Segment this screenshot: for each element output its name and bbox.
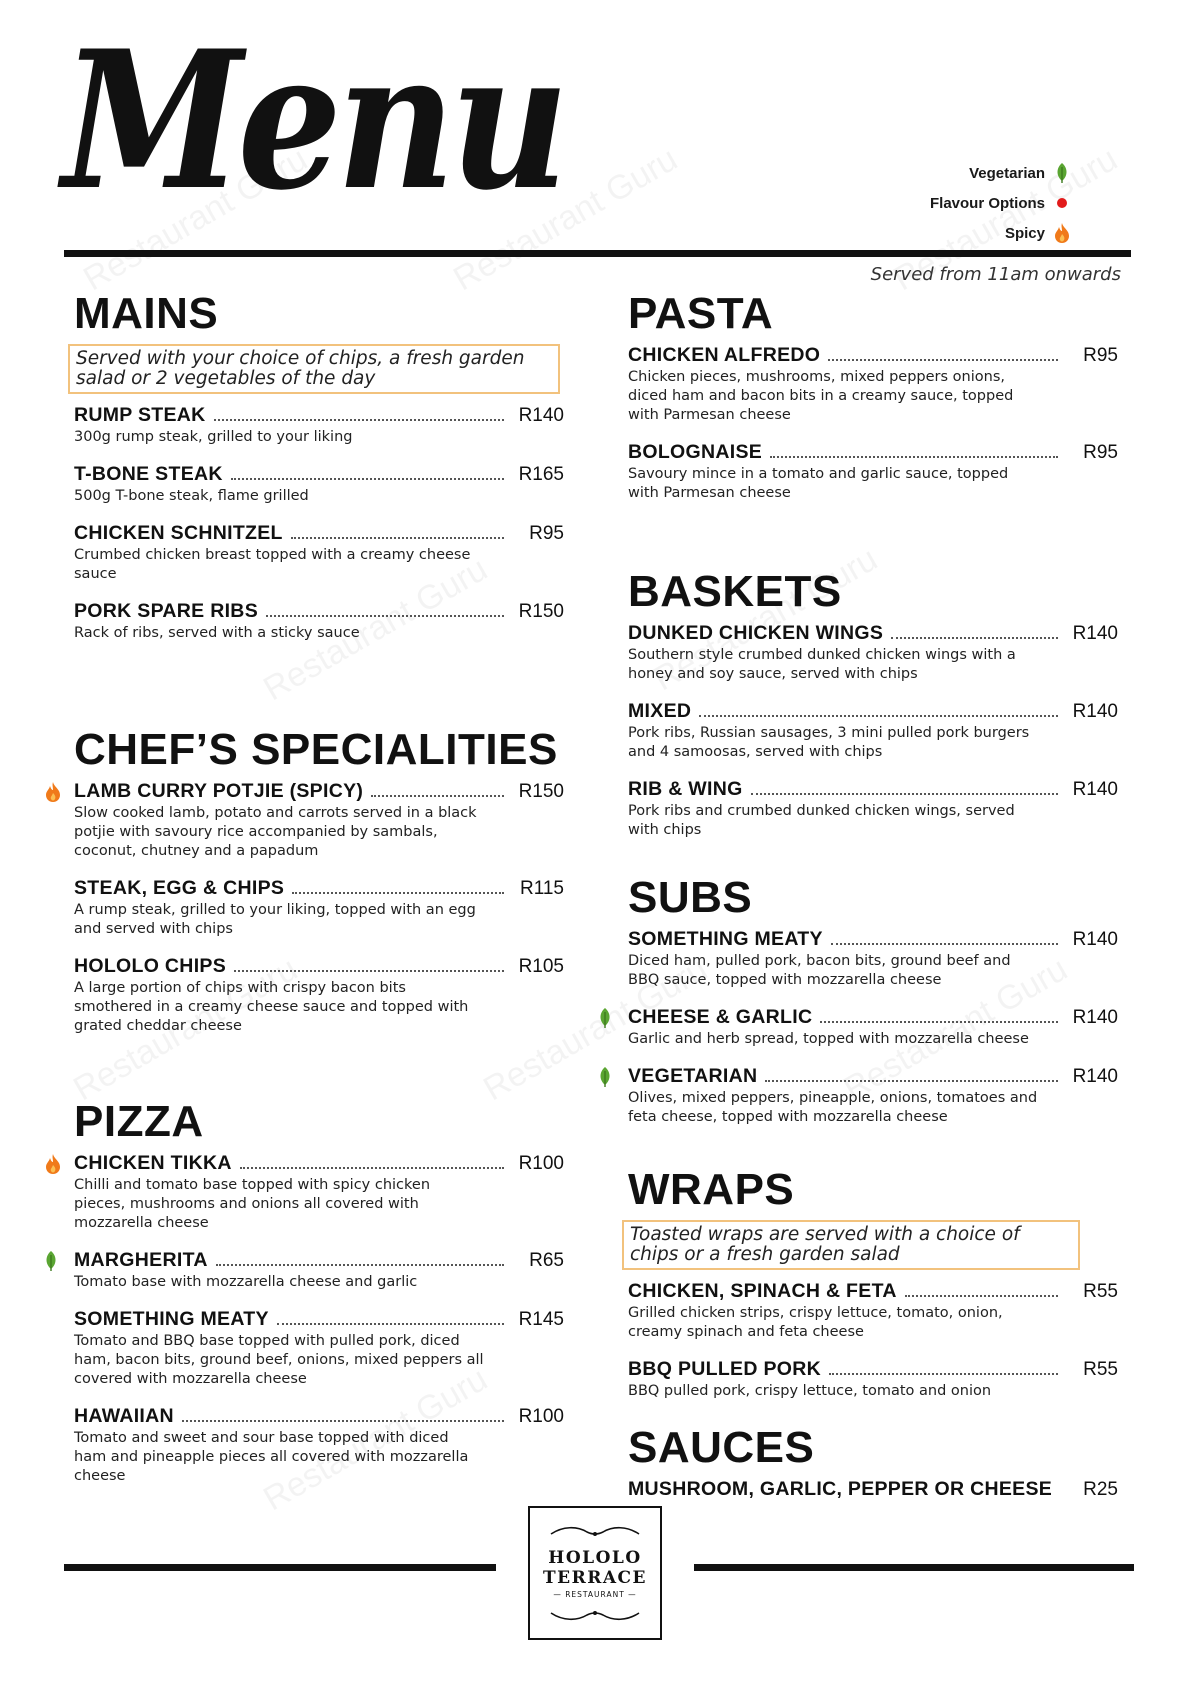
menu-item [628,778,1118,840]
item-description: Chicken pieces, mushrooms, mixed peppers onions, diced ham and bacon bits in a creamy sauce, topped with Parmesan cheese [628,369,1014,423]
item-name: DUNKED CHICKEN WINGS [628,622,884,644]
section-specialities [74,725,564,1052]
item-description: Grilled chicken strips, crispy lettuce, tomato, onion, creamy spinach and feta cheese [628,1305,1003,1340]
item-header [74,1152,564,1174]
item-name: HOLOLO CHIPS [74,955,227,977]
menu-item [74,1405,564,1486]
item-price: R100 [518,1406,564,1427]
menu-item [74,1249,564,1292]
section-title: PASTA [628,289,774,338]
right-column [628,0,1118,1684]
section-mains [74,289,564,659]
item-name: RUMP STEAK [74,404,206,426]
item-list [628,344,1118,503]
section-title: SUBS [628,873,753,922]
logo-subtitle: RESTAURANT [565,1589,625,1599]
item-price: R150 [518,781,564,802]
item-header [628,1065,1118,1087]
section-subs [628,873,1118,1143]
item-price: R140 [1072,1007,1118,1028]
item-header [74,404,564,426]
menu-title: Menu [62,9,564,232]
served-note: Served from 11am onwards [870,264,1121,285]
item-description: Garlic and herb spread, topped with mozzarella cheese [628,1031,1029,1047]
logo-text-line1: HOLOLO [548,1547,642,1568]
item-name: BOLOGNAISE [628,441,763,463]
item-price: R25 [1083,1479,1118,1500]
restaurant-logo [528,1506,662,1640]
item-name: SOMETHING MEATY [628,928,823,950]
item-list [628,1478,1118,1500]
item-description: Tomato and sweet and sour base topped with diced ham and pineapple pieces all covered with mozzarella cheese [74,1430,469,1484]
menu-item [74,522,564,584]
item-price: R145 [518,1309,564,1330]
item-price: R95 [1083,345,1118,366]
item-price: R150 [518,601,564,622]
dot-leader [829,1373,1058,1375]
item-header [74,1249,564,1271]
item-header [74,1308,564,1330]
section-baskets [628,567,1118,856]
section-title: SAUCES [628,1423,815,1472]
section-title: CHEF’S SPECIALITIES [74,725,558,774]
item-description: Chilli and tomato base topped with spicy chicken pieces, mushrooms and onions all covered with mozzarella cheese [74,1177,431,1231]
item-name: LAMB CURRY POTJIE (SPICY) [74,780,364,802]
item-description: Southern style crumbed dunked chicken wings with a honey and soy sauce, served with chips [628,647,1016,682]
bottom-divider-right [694,1564,1134,1571]
menu-item [628,928,1118,990]
menu-item [628,1280,1118,1342]
item-description: BBQ pulled pork, crispy lettuce, tomato and onion [628,1383,992,1399]
item-list [628,1280,1118,1401]
item-header [74,1405,564,1427]
section-title: WRAPS [628,1165,795,1214]
item-price: R55 [1083,1359,1118,1380]
item-name: PORK SPARE RIBS [74,600,258,622]
item-header [628,928,1118,950]
section-note: Toasted wraps are served with a choice of chips or a fresh garden salad [622,1220,1080,1270]
menu-item [628,1065,1118,1127]
item-header [628,700,1118,722]
item-header [628,622,1118,644]
flourish-icon [547,1607,643,1623]
item-header [628,778,1118,800]
item-name: RIB & WING [628,778,743,800]
item-description: Slow cooked lamb, potato and carrots served in a black potjie with savoury rice accompanied by sambals, coconut, chutney and a papadum [74,805,477,859]
item-header [628,441,1118,463]
dot-leader [277,1323,504,1325]
item-name: SOMETHING MEATY [74,1308,269,1330]
item-header [74,955,564,977]
dot-leader [291,537,504,539]
section-title: MAINS [74,289,219,338]
section-title: PIZZA [74,1097,204,1146]
item-header [628,1006,1118,1028]
item-price: R65 [529,1250,564,1271]
menu-item [74,600,564,643]
item-price: R140 [1072,701,1118,722]
logo-text-line2: TERRACE [542,1567,648,1588]
legend-label: Flavour Options [929,194,1045,212]
section-title: BASKETS [628,567,842,616]
section-note: Served with your choice of chips, a fresh garden salad or 2 vegetables of the day [68,344,560,394]
dot-leader [699,715,1058,717]
item-header [628,1280,1118,1302]
item-description: A rump steak, grilled to your liking, topped with an egg and served with chips [74,902,476,937]
item-description: Olives, mixed peppers, pineapple, onions, tomatoes and feta cheese, topped with mozzarella cheese [628,1090,1038,1125]
dot-leader [751,793,1058,795]
menu-item [628,344,1118,425]
item-price: R95 [1083,442,1118,463]
dot-leader [234,970,504,972]
item-name: CHICKEN SCHNITZEL [74,522,283,544]
item-name: MARGHERITA [74,1249,208,1271]
menu-item [74,877,564,939]
section-sauces [628,1423,1118,1516]
item-price: R140 [1072,1066,1118,1087]
menu-item [74,463,564,506]
item-price: R140 [1072,779,1118,800]
item-list [74,780,564,1036]
item-description: Rack of ribs, served with a sticky sauce [74,625,360,641]
item-price: R55 [1083,1281,1118,1302]
item-header [74,780,564,802]
leaf-icon [44,1250,64,1270]
item-description: 500g T-bone steak, flame grilled [74,488,309,504]
item-description: Tomato and BBQ base topped with pulled pork, diced ham, bacon bits, ground beef, onions, mixed peppers all covered with mozzarella cheese [74,1333,484,1387]
menu-item [74,1308,564,1389]
dot-leader [216,1264,504,1266]
item-header [74,522,564,544]
dot-leader [765,1080,1058,1082]
menu-item [628,1478,1118,1500]
item-description: Pork ribs and crumbed dunked chicken wings, served with chips [628,803,1015,838]
item-description: Savoury mince in a tomato and garlic sauce, topped with Parmesan cheese [628,466,1009,501]
item-header [74,600,564,622]
item-list [628,928,1118,1127]
menu-item [628,1006,1118,1049]
item-list [74,404,564,643]
section-pasta [628,289,1118,519]
item-price: R165 [518,464,564,485]
bottom-divider-left [64,1564,496,1571]
section-wraps [628,1165,1118,1417]
item-price: R105 [518,956,564,977]
logo-text-line3: — RESTAURANT — [553,1589,637,1599]
legend-label: Spicy [1004,224,1045,242]
item-name: MIXED [628,700,692,722]
item-price: R140 [518,405,564,426]
menu-item [74,404,564,447]
item-price: R95 [529,523,564,544]
item-price: R140 [1072,929,1118,950]
item-name: CHEESE & GARLIC [628,1006,813,1028]
item-header [74,877,564,899]
item-description: 300g rump steak, grilled to your liking [74,429,353,445]
item-price: R140 [1072,623,1118,644]
item-name: STEAK, EGG & CHIPS [74,877,285,899]
item-description: Crumbed chicken breast topped with a creamy cheese sauce [74,547,471,582]
menu-item [628,441,1118,503]
item-description: Pork ribs, Russian sausages, 3 mini pulled pork burgers and 4 samoosas, served with chips [628,725,1030,760]
section-pizza [74,1097,564,1502]
item-name: MUSHROOM, GARLIC, PEPPER OR CHEESE [628,1478,1053,1500]
item-name: BBQ PULLED PORK [628,1358,822,1380]
dot-leader [231,478,504,480]
menu-item [74,780,564,861]
dot-leader [266,615,504,617]
dot-leader [371,795,504,797]
dot-leader [891,637,1058,639]
menu-item [628,1358,1118,1401]
item-name: HAWAIIAN [74,1405,174,1427]
flourish-icon [547,1524,643,1540]
item-description: A large portion of chips with crispy bacon bits smothered in a creamy cheese sauce and topped with grated cheddar cheese [74,980,469,1034]
dot-leader [831,943,1058,945]
menu-item [74,1152,564,1233]
item-header [628,344,1118,366]
legend-label: Vegetarian [969,164,1045,182]
item-list [74,1152,564,1486]
item-name: VEGETARIAN [628,1065,758,1087]
dot-leader [828,359,1058,361]
menu-item [74,955,564,1036]
dot-leader [214,419,504,421]
item-price: R100 [518,1153,564,1174]
item-list [628,622,1118,840]
menu-item [628,700,1118,762]
item-name: CHICKEN, SPINACH & FETA [628,1280,897,1302]
dot-leader [820,1021,1058,1023]
menu-item [628,622,1118,684]
item-header [74,463,564,485]
item-name: T-BONE STEAK [74,463,223,485]
flame-icon [44,781,64,801]
left-column [74,0,564,1684]
item-header [628,1358,1118,1380]
dot-leader [292,892,504,894]
dot-leader [905,1295,1058,1297]
leaf-icon [598,1066,618,1086]
leaf-icon [598,1007,618,1027]
item-price: R115 [519,878,564,899]
dot-leader [240,1167,504,1169]
dot-leader [182,1420,504,1422]
item-header [628,1478,1118,1500]
item-name: CHICKEN TIKKA [74,1152,232,1174]
item-description: Diced ham, pulled pork, bacon bits, ground beef and BBQ sauce, topped with mozzarella cheese [628,953,1011,988]
dot-leader [770,456,1058,458]
flame-icon [44,1153,64,1173]
item-name: CHICKEN ALFREDO [628,344,821,366]
item-description: Tomato base with mozzarella cheese and garlic [74,1274,418,1290]
